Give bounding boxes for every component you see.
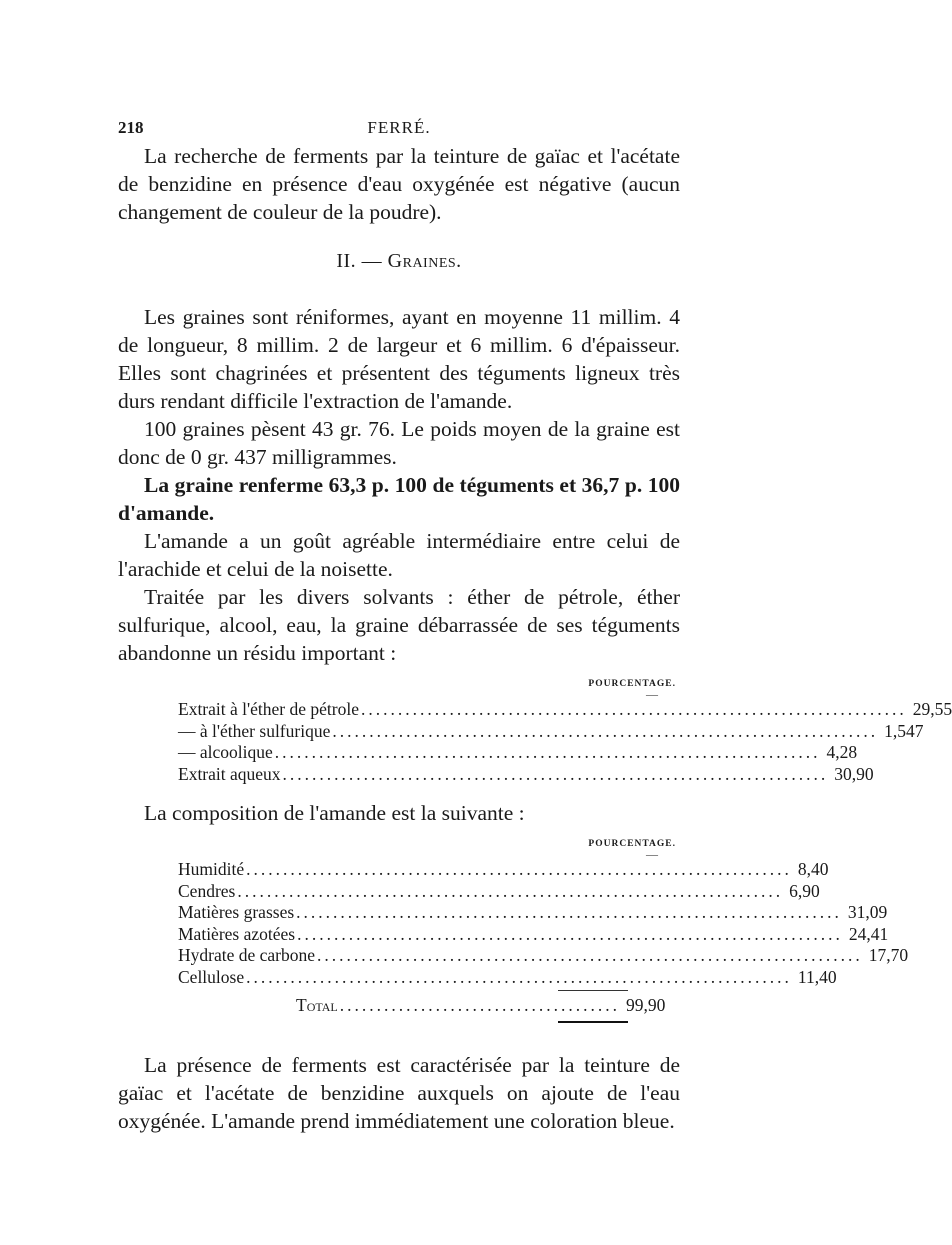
table1-column-header: POURCENTAGE. xyxy=(588,679,676,689)
paragraph-ferments-negative: La recherche de ferments par la teinture de gaïac et l'acétate de benzidine en présence d'eau oxygénée est négative (aucun changement de couleur de la poudre). xyxy=(118,144,680,224)
section-name: Graines. xyxy=(387,250,462,272)
table2-column-header: POURCENTAGE. xyxy=(588,839,676,849)
row-value: 1,547 xyxy=(884,720,924,741)
paragraph-solvents: Traitée par les divers solvants : éther de pétrole, éther sulfurique, alcool, eau, la graine débarrassée de ses téguments abandonne un résidu important : xyxy=(118,585,680,665)
paragraph-ferments-present: La présence de ferments est caractérisée par la teinture de gaïac et l'acétate de benzidine auxquels on ajoute de l'eau oxygénée. L'amande prend immédiatement une coloration bleue. xyxy=(118,1052,680,1133)
paragraph-composition-intro: La composition de l'amande est la suivante : xyxy=(144,801,525,825)
row-value: 6,90 xyxy=(789,880,820,901)
row-label: Cendres xyxy=(178,880,236,901)
table-row xyxy=(178,945,909,967)
composition-table xyxy=(178,859,909,988)
table-row xyxy=(178,966,837,989)
table-row xyxy=(178,742,858,764)
leader-dots: .......................................................................... xyxy=(296,902,842,922)
table-row xyxy=(178,859,829,881)
row-value: 30,90 xyxy=(834,763,874,784)
table2-header-dash: — xyxy=(646,847,658,861)
row-value: 8,40 xyxy=(797,859,829,879)
row-value: 4,28 xyxy=(826,742,858,762)
page-number: 218 xyxy=(118,118,144,137)
section-number: II. — xyxy=(336,250,383,272)
section-title xyxy=(118,250,680,273)
paragraph-seed-shape: Les graines sont réniformes, ayant en moyenne 11 millim. 4 de longueur, 8 millim. 2 de largeur et 6 millim. 6 d'épaisseur. Elles sont chagrinées et présentent des téguments ligneux très durs rendant difficile l'extraction de l'amande. xyxy=(118,305,680,413)
table-row xyxy=(178,902,888,924)
total-row-wrap xyxy=(178,995,666,1017)
row-value: 29,55 xyxy=(912,699,952,719)
leader-dots: .......................................................................... xyxy=(246,966,792,987)
row-label: Humidité xyxy=(178,859,245,879)
table-row xyxy=(178,699,952,721)
paragraph-seed-composition: La graine renferme 63,3 p. 100 de téguments et 36,7 p. 100 d'amande. xyxy=(118,473,680,525)
paragraph-seed-weight: 100 graines pèsent 43 gr. 76. Le poids moyen de la graine est donc de 0 gr. 437 milligrammes. xyxy=(118,417,680,469)
leader-dots: .......................................................................... xyxy=(360,699,907,719)
table1-header-dash: — xyxy=(646,687,658,701)
total-label: Total xyxy=(296,995,338,1015)
row-label: Cellulose xyxy=(178,966,245,987)
total-row xyxy=(178,995,666,1017)
total-value: 99,90 xyxy=(625,995,666,1015)
leader-dots: .......................................................................... xyxy=(297,923,843,944)
running-head xyxy=(118,112,680,142)
row-label: Matières grasses xyxy=(178,902,295,922)
row-label: Extrait aqueux xyxy=(178,763,281,784)
row-label: — alcoolique xyxy=(178,742,273,762)
row-label: Extrait à l'éther de pétrole xyxy=(178,699,359,719)
table-row xyxy=(178,720,924,743)
row-value: 24,41 xyxy=(848,923,889,944)
page xyxy=(118,112,952,1135)
table-row xyxy=(178,923,889,946)
row-label: Hydrate de carbone xyxy=(178,945,316,965)
leader-dots: .......................................................................... xyxy=(332,720,879,741)
leader-dots: .......................................................................... xyxy=(246,859,792,879)
row-label: Matières azotées xyxy=(178,923,296,944)
leader-dots: .......................................................................... xyxy=(237,880,784,901)
paragraph-almond-taste: L'amande a un goût agréable intermédiaire entre celui de l'arachide et celui de la noisette. xyxy=(118,529,680,581)
row-value: 11,40 xyxy=(797,966,837,987)
total-rule xyxy=(558,990,628,991)
leader-dots: .......................................................................... xyxy=(282,763,829,784)
running-title: FERRÉ. xyxy=(367,118,431,137)
row-value: 17,70 xyxy=(868,945,909,965)
table-row xyxy=(178,763,874,786)
leader-dots: ...................................... xyxy=(339,995,620,1015)
table-row xyxy=(178,880,820,903)
total-double-rule xyxy=(558,1021,628,1023)
extraction-table xyxy=(178,699,952,785)
leader-dots: .......................................................................... xyxy=(274,742,821,762)
row-value: 31,09 xyxy=(847,902,888,922)
leader-dots: .......................................................................... xyxy=(317,945,863,965)
row-label: — à l'éther sulfurique xyxy=(178,720,331,741)
